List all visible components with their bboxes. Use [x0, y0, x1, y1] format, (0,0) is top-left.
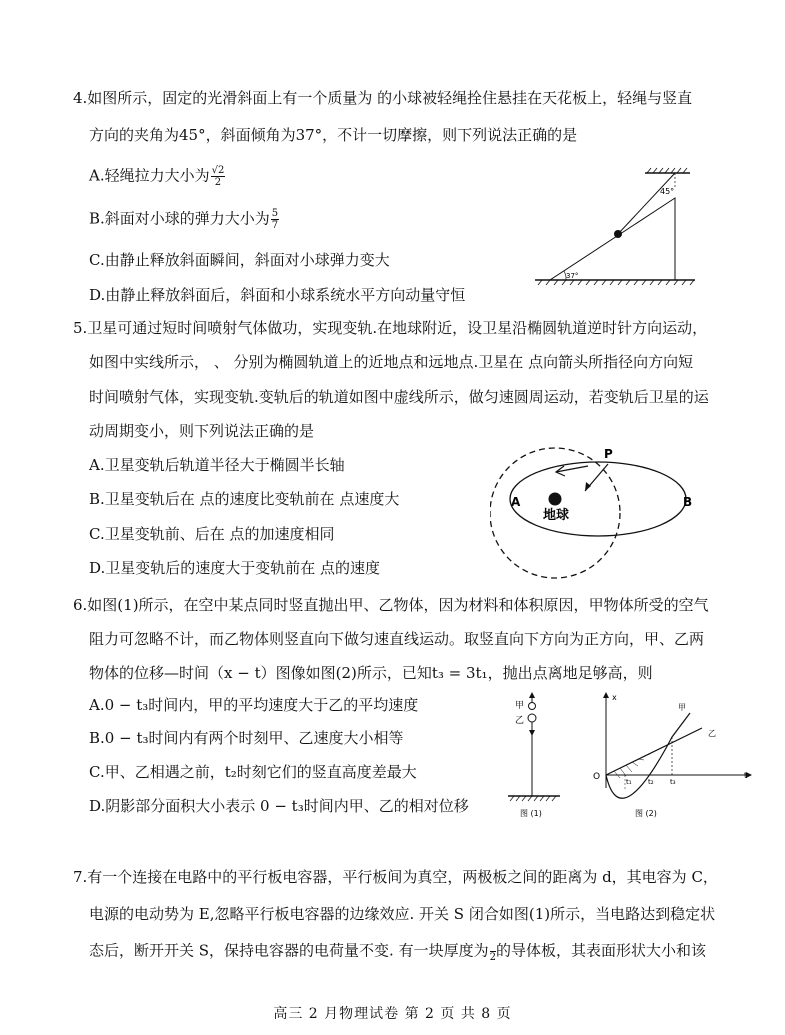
- q5-stem-line1: 5.卫星可通过短时间喷射气体做功，实现变轨.在地球附近，设卫星沿椭圆轨道逆时针方向运动，: [73, 319, 708, 337]
- q6-fig2-yi-label: 乙: [708, 729, 716, 738]
- q5-label-a: A: [511, 495, 521, 509]
- q4-option-b: [89, 208, 279, 231]
- q5-option-c: C.卫星变轨前、后在 点的加速度相同: [89, 525, 335, 543]
- q4-angle-45-label: 45°: [660, 187, 675, 196]
- q6-fig1-yi-label: 乙: [515, 716, 525, 726]
- q6-option-d: D.阴影部分面积大小表示 0 − t₃时间内甲、乙的相对位移: [89, 797, 469, 815]
- q7-stem-line2: 电源的电动势为 E,忽略平行板电容器的边缘效应. 开关 S 闭合如图(1)所示，当电路达到稳定状: [89, 905, 716, 923]
- q6-stem-line1: 6.如图(1)所示，在空中某点同时竖直抛出甲、乙物体，因为材料和体积原因，甲物体所受的空气: [73, 596, 709, 614]
- q5-elliptical-orbit: [510, 462, 686, 536]
- q5-earth-dot: [549, 493, 562, 506]
- q6-fig1-jia-label: 甲: [515, 701, 525, 711]
- q5-option-b: B.卫星变轨后在 点的速度比变轨前在 点速度大: [89, 490, 400, 508]
- q6-stem-line3: 物体的位移—时间（x − t）图像如图(2)所示，已知t₃ = 3t₁，抛出点离地足够高，则: [89, 664, 653, 682]
- q6-fig2-x-axis-label: x: [612, 693, 617, 702]
- q4-stem-line1: 4.如图所示，固定的光滑斜面上有一个质量为 的小球被轻绳拴住悬挂在天花板上，轻绳与竖直: [73, 89, 693, 107]
- q6-fig2-caption: 图 (2): [635, 809, 657, 818]
- q4-incline-figure: [530, 165, 700, 290]
- q6-fig1-caption: 图 (1): [520, 809, 542, 818]
- q6-figure-2: [590, 688, 760, 823]
- q5-option-d: D.卫星变轨后的速度大于变轨前在 点的速度: [89, 559, 381, 577]
- q6-fig2-t-axis-label: t: [744, 771, 748, 780]
- q7-stem-line3-a: 态后，断开开关 S，保持电容器的电荷量不变. 有一块厚度为: [89, 941, 489, 960]
- q7-stem-line3: [89, 940, 706, 963]
- q5-earth-label: 地球: [543, 508, 570, 523]
- page-footer: 高三 2 月物理试卷 第 2 页 共 8 页: [273, 1006, 512, 1022]
- q6-fig2-t3-label: t₃: [670, 778, 676, 786]
- q6-figure-1: [500, 688, 570, 823]
- q7-thickness-fraction: 2: [490, 940, 496, 963]
- q7-stem-line1: 7.有一个连接在电路中的平行板电容器，平行板间为真空，两极板之间的距离为 d，其电容为 C，: [73, 868, 718, 886]
- q4-option-b-fraction: $\frac{5}{7}$: [271, 208, 279, 231]
- q5-label-b: B: [683, 495, 693, 509]
- q4-option-c: C.由静止释放斜面瞬间，斜面对小球弹力变大: [89, 251, 390, 269]
- q5-label-p: P: [604, 447, 613, 461]
- q4-option-a-text: A.轻绳拉力大小为: [89, 166, 210, 185]
- q5-orbit-figure: [490, 438, 705, 586]
- q6-stem-line2: 阻力可忽略不计，而乙物体则竖直向下做匀速直线运动。取竖直向下方向为正方向，甲、乙两: [89, 630, 705, 648]
- q4-option-a: [89, 165, 225, 188]
- q5-stem-line2: 如图中实线所示， 、 分别为椭圆轨道上的近地点和远地点.卫星在 点向箭头所指径向方向短: [89, 353, 694, 371]
- q5-stem-line4: 动周期变小，则下列说法正确的是: [89, 422, 315, 440]
- q6-option-c: C.甲、乙相遇之前，t₂时刻它们的竖直高度差最大: [89, 763, 417, 781]
- q6-option-b: B.0 − t₃时间内有两个时刻甲、乙速度大小相等: [89, 729, 404, 747]
- q5-stem-line3: 时间喷射气体，实现变轨.变轨后的轨道如图中虚线所示，做匀速圆周运动，若变轨后卫星的运: [89, 388, 709, 406]
- q4-option-a-fraction: $\frac{√2}{2}$: [211, 165, 225, 188]
- q4-option-b-text: B.斜面对小球的弹力大小为: [89, 209, 270, 228]
- q4-angle-37-label: 37°: [566, 272, 579, 280]
- q4-ball: [614, 230, 622, 238]
- q5-option-a: A.卫星变轨后轨道半径大于椭圆半长轴: [89, 456, 345, 474]
- q6-object-yi: [528, 714, 536, 722]
- q6-fig2-origin: O: [593, 772, 601, 782]
- q4-stem-line2: 方向的夹角为45°，斜面倾角为37°，不计一切摩擦，则下列说法正确的是: [89, 126, 578, 144]
- q6-fig2-t2-label: t₂: [648, 778, 654, 786]
- q6-fig2-jia-label: 甲: [678, 703, 686, 712]
- q6-fig2-t1-label: t₁: [626, 778, 632, 786]
- q6-object-jia: [529, 703, 536, 710]
- q6-option-a: A.0 − t₃时间内，甲的平均速度大于乙的平均速度: [89, 696, 419, 714]
- q4-option-d: D.由静止释放斜面后，斜面和小球系统水平方向动量守恒: [89, 286, 466, 304]
- q7-stem-line3-b: 的导体板，其表面形状大小和该: [495, 941, 706, 960]
